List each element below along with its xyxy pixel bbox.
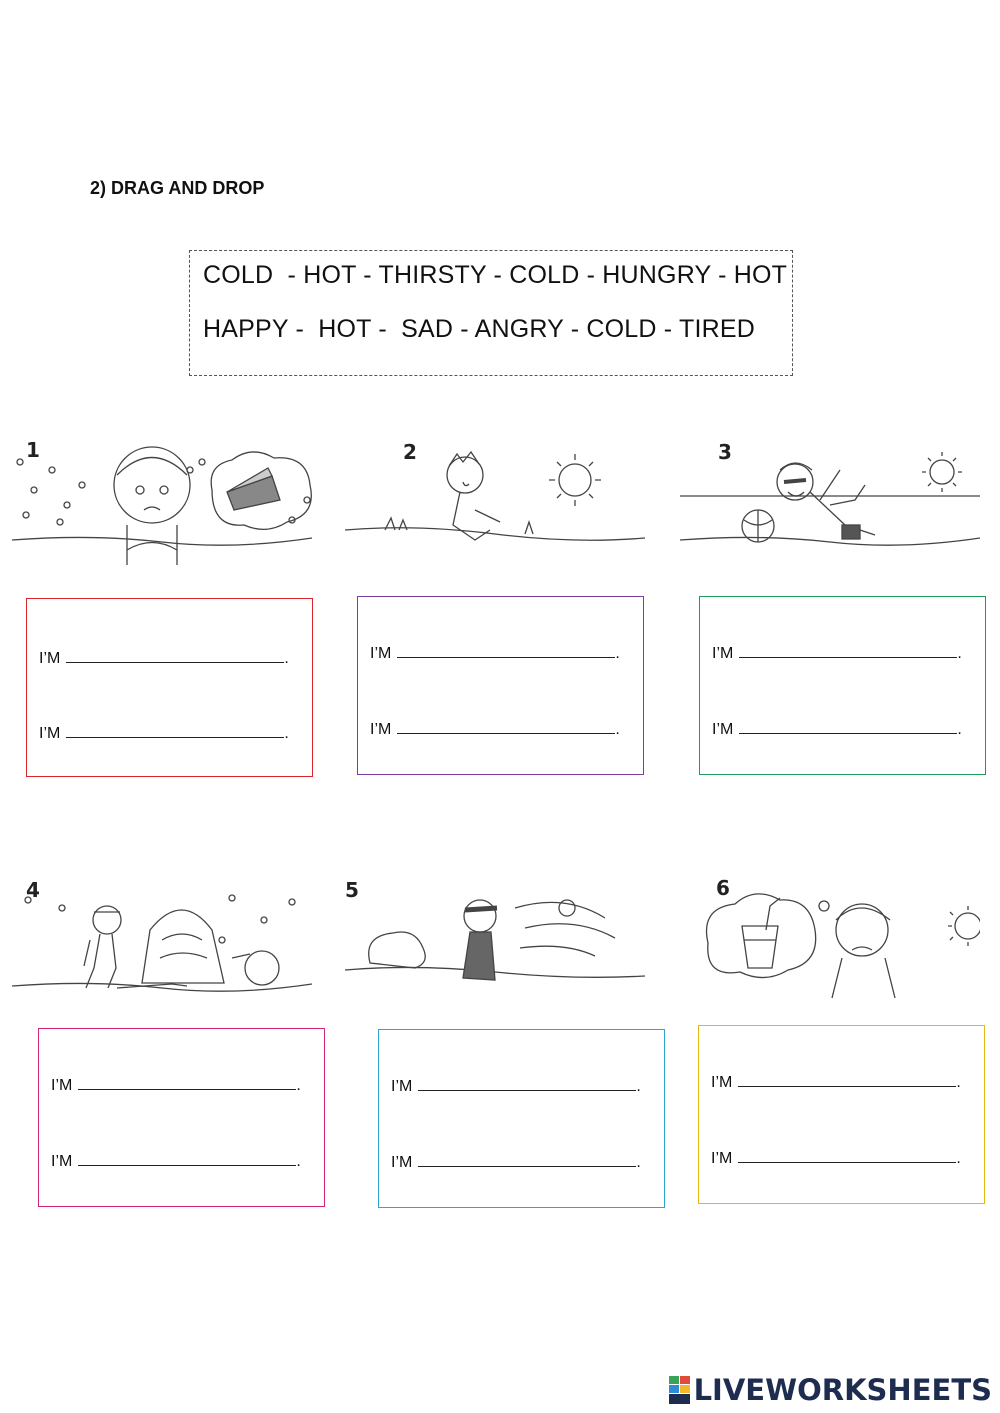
answer-row: I’M . — [39, 650, 289, 667]
exercise-number: 4 — [26, 878, 40, 902]
answer-blank[interactable] — [397, 643, 615, 658]
scene-2-illustration — [345, 430, 645, 580]
word-bank — [189, 250, 793, 376]
word-bank-line-1[interactable]: COLD - HOT - THIRSTY - COLD - HUNGRY - HOT — [203, 261, 788, 289]
answer-blank[interactable] — [418, 1076, 636, 1091]
answer-box-3 — [699, 596, 986, 775]
answer-blank[interactable] — [66, 723, 284, 738]
scene-5-illustration — [345, 868, 645, 1018]
exercise-number: 6 — [716, 876, 730, 900]
answer-blank[interactable] — [397, 719, 615, 734]
liveworksheets-brand: LIVEWORKSHEETS — [693, 1373, 992, 1407]
scene-2-picture — [345, 430, 645, 580]
answer-box-4 — [38, 1028, 325, 1207]
scene-4-illustration — [12, 868, 312, 1018]
im-label: I’M — [51, 1077, 73, 1094]
im-label: I’M — [391, 1154, 413, 1171]
word-bank-line-2[interactable]: HAPPY - HOT - SAD - ANGRY - COLD - TIRED — [203, 315, 756, 343]
exercise-number: 1 — [26, 438, 40, 462]
answer-blank[interactable] — [739, 643, 957, 658]
answer-blank[interactable] — [66, 648, 284, 663]
answer-box-6 — [698, 1025, 985, 1204]
im-label: I’M — [51, 1153, 73, 1170]
scene-1-illustration — [12, 430, 312, 580]
answer-row: I’M . — [39, 725, 289, 742]
im-label: I’M — [370, 645, 392, 662]
im-label: I’M — [370, 721, 392, 738]
im-label: I’M — [712, 721, 734, 738]
im-label: I’M — [391, 1078, 413, 1095]
answer-row: I’M . — [711, 1074, 961, 1091]
answer-row: I’M . — [712, 721, 962, 738]
answer-row: I’M . — [391, 1154, 641, 1171]
im-label: I’M — [39, 725, 61, 742]
exercise-number: 2 — [403, 440, 417, 464]
liveworksheets-logo[interactable] — [669, 1373, 992, 1407]
scene-5-picture — [345, 868, 645, 1018]
im-label: I’M — [711, 1074, 733, 1091]
scene-6-picture — [680, 868, 980, 1018]
answer-blank[interactable] — [739, 719, 957, 734]
exercise-heading: 2) DRAG AND DROP — [90, 178, 265, 198]
answer-row: I’M . — [51, 1153, 301, 1170]
answer-blank[interactable] — [738, 1148, 956, 1163]
scene-1-picture — [12, 430, 312, 580]
im-label: I’M — [712, 645, 734, 662]
answer-blank[interactable] — [78, 1151, 296, 1166]
answer-row: I’M . — [370, 645, 620, 662]
im-label: I’M — [711, 1150, 733, 1167]
answer-blank[interactable] — [78, 1075, 296, 1090]
answer-row: I’M . — [370, 721, 620, 738]
exercise-number: 3 — [718, 440, 732, 464]
exercise-number: 5 — [345, 878, 359, 902]
answer-row: I’M . — [51, 1077, 301, 1094]
scene-4-picture — [12, 868, 312, 1018]
answer-box-1 — [26, 598, 313, 777]
answer-blank[interactable] — [418, 1152, 636, 1167]
scene-3-picture — [680, 430, 980, 580]
answer-row: I’M . — [712, 645, 962, 662]
answer-blank[interactable] — [738, 1072, 956, 1087]
answer-row: I’M . — [391, 1078, 641, 1095]
answer-box-5 — [378, 1029, 665, 1208]
im-label: I’M — [39, 650, 61, 667]
answer-box-2 — [357, 596, 644, 775]
liveworksheets-logo-icon — [669, 1376, 691, 1404]
answer-row: I’M . — [711, 1150, 961, 1167]
